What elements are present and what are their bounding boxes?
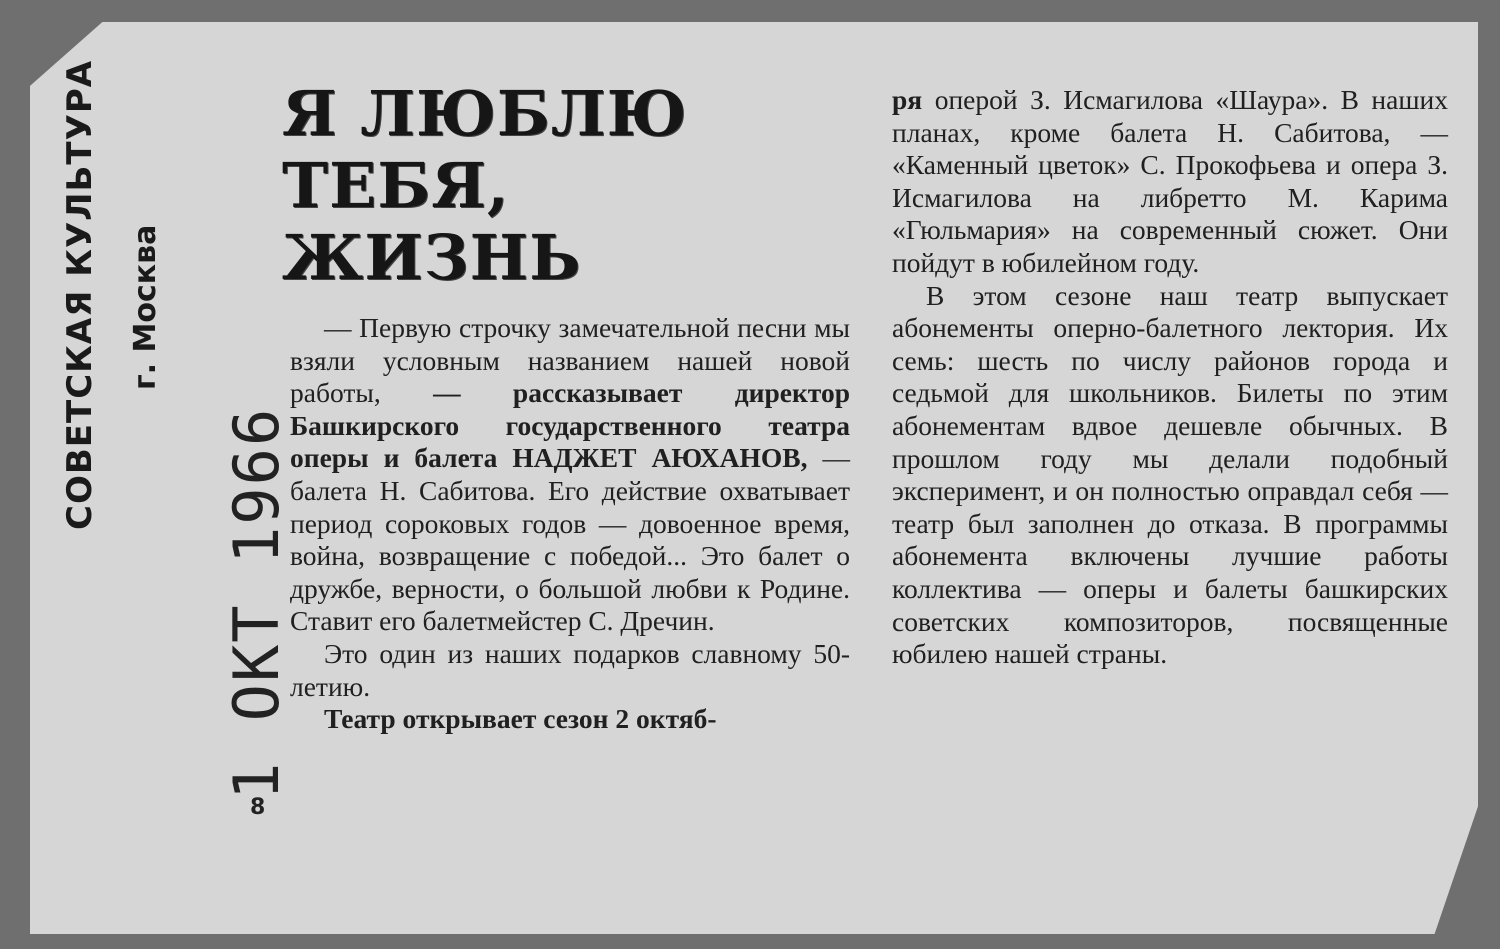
paragraph-2: Это один из наших подарков славному 50-летию. — [290, 637, 850, 702]
publication-stamp — [60, 40, 120, 530]
city-name: г. Москва — [128, 224, 163, 390]
paragraph-1-intro: — Первую строчку замечательной песни мы взяли условным названием нашей новой работы, — [290, 312, 850, 409]
paragraph-4: В этом сезоне наш театр выпускает абонементы оперно-балетного лектория. Их семь: шесть по числу районов города и седьмой для школьников. Билеты по этим абонементам вдвое дешевле обычных. В прошлом году мы делали подобный эксперимент, и он полностью оправдал себя — театр был заполнен до отказа. В программы абонемента включены лучшие работы коллектива — оперы и балеты башкирских советских композиторов, посвященные юбилею нашей страны. — [892, 279, 1448, 670]
article-column-left — [290, 312, 850, 736]
paragraph-3-body: оперой З. Исмагилова «Шаура». В наших планах, кроме балета Н. Сабитова, — «Каменный цветок» С. Прокофьева и опера З. Исмагилова на либретто М. Карима «Гюльмария» на современный сюжет. Они пойдут в юбилейном году. — [892, 84, 1448, 278]
paragraph-3-hyphen-end: ря — [892, 84, 923, 115]
headline-line-1: Я ЛЮБЛЮ — [282, 77, 688, 150]
publication-name: СОВЕТСКАЯ КУЛЬТУРА — [60, 59, 100, 530]
paragraph-1-body: — балета Н. Сабитова. Его действие охватывает период сороковых годов — довоенное время, война, возвращение с победой... Это балет о дружбе, верности, о большой любви к Родине. Ставит его балетмейстер С. Дречин. — [290, 442, 850, 637]
paragraph-3-start: Театр открывает сезон 2 октяб- — [324, 703, 717, 735]
headline-line-2: ТЕБЯ, — [282, 149, 510, 222]
paragraph-1 — [290, 312, 850, 638]
article-column-right — [892, 84, 1448, 671]
date-text: 1 ОКТ 1966 — [220, 406, 293, 800]
page-mark: 8 — [250, 795, 266, 820]
headline-line-3: ЖИЗНЬ — [282, 221, 582, 294]
paragraph-3-continued — [892, 84, 1448, 280]
article-headline — [282, 78, 712, 294]
date-stamp — [220, 406, 293, 800]
paragraph-1-attribution: — рассказывает директор Башкирского государственного театра оперы и балета НАДЖЕТ АЮХАНОВ, — [290, 377, 851, 474]
city-stamp — [128, 180, 178, 390]
